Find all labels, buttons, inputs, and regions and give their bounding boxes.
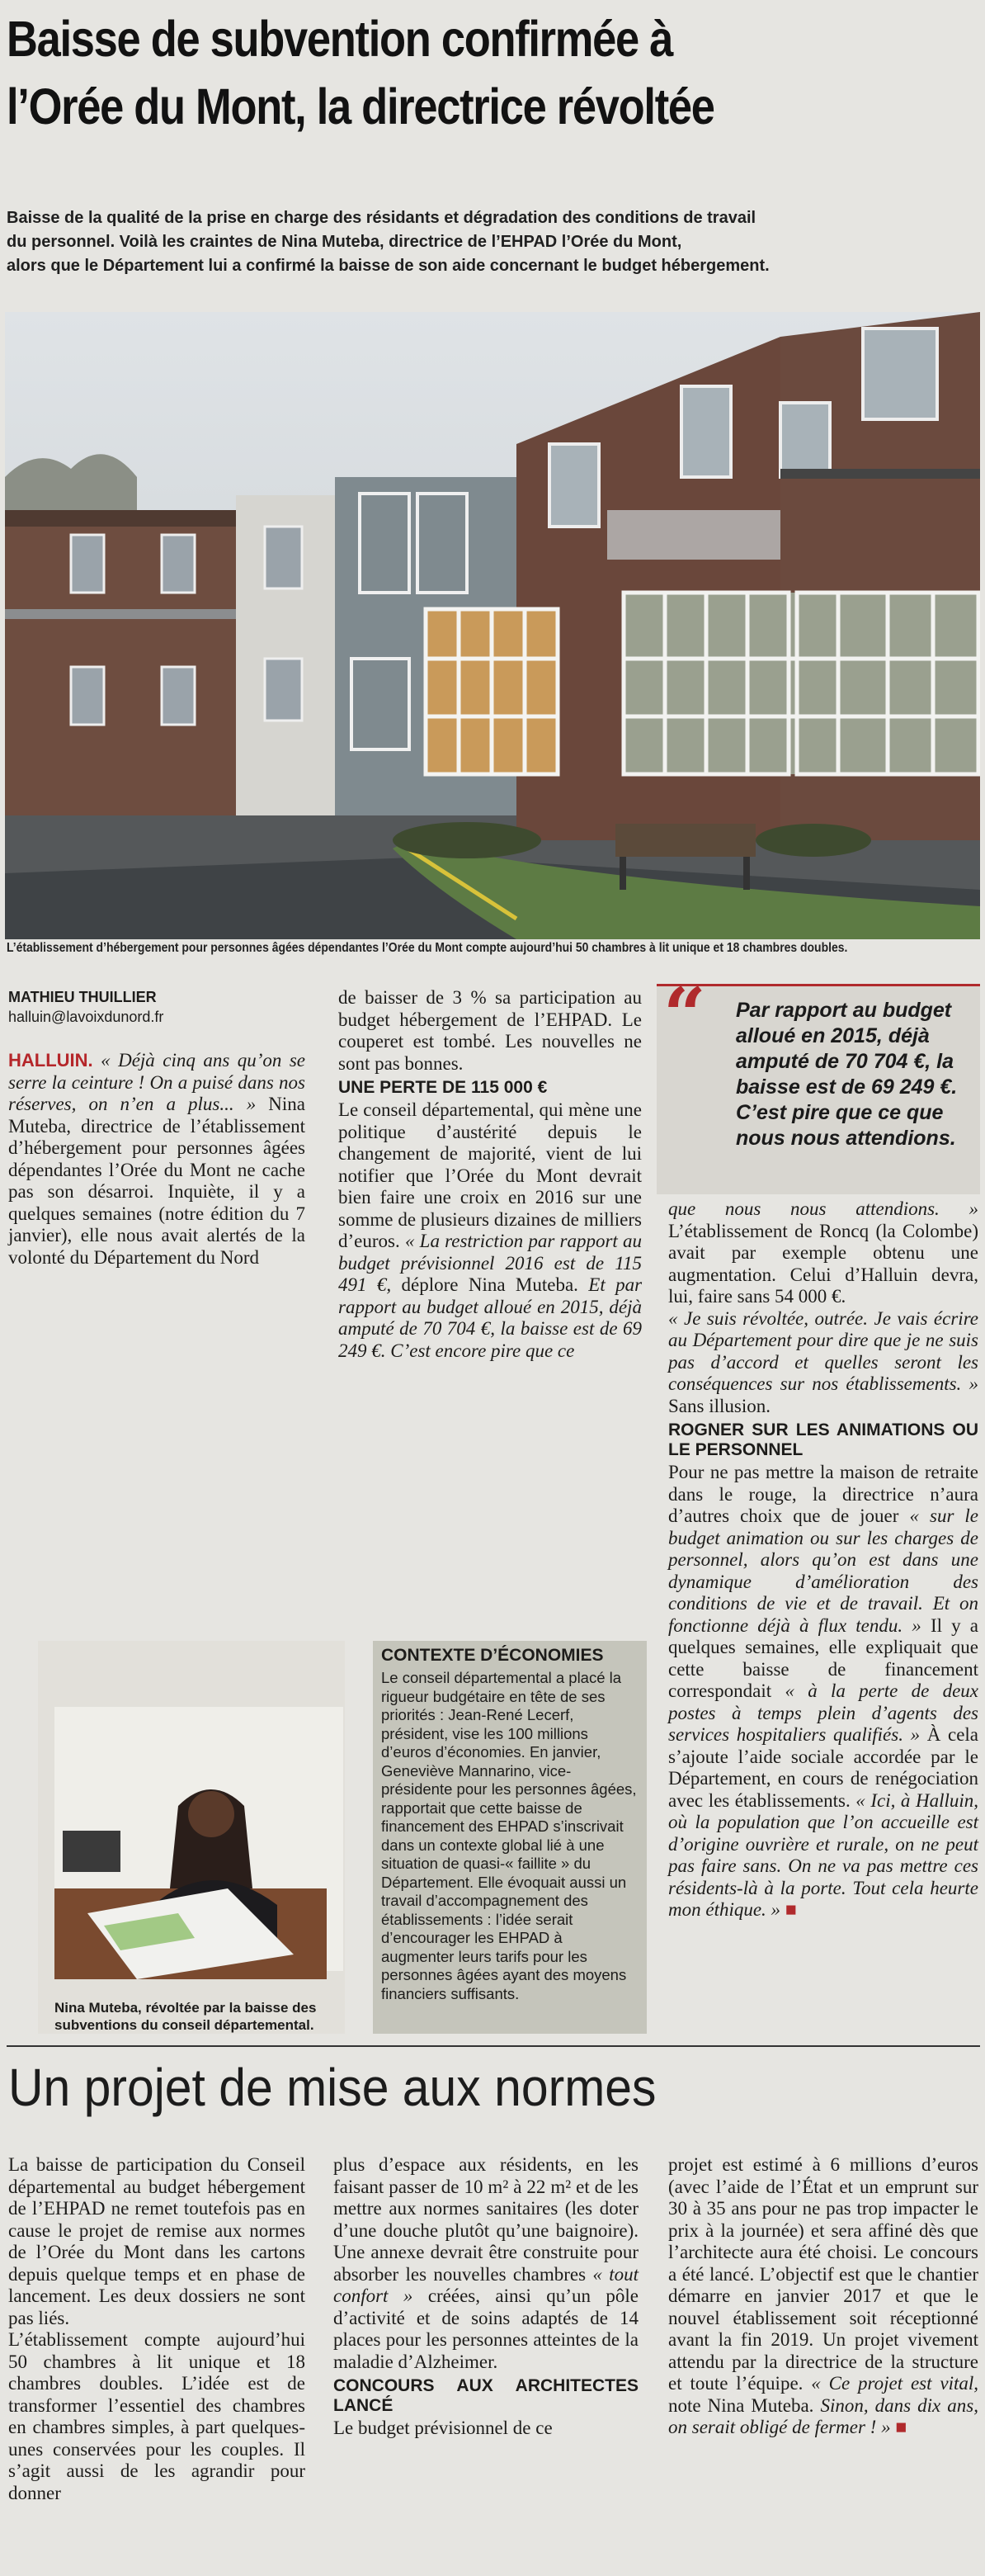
context-box-title: CONTEXTE D’ÉCONOMIES (381, 1646, 604, 1665)
divider (7, 2045, 980, 2047)
quote: « Déjà cinq ans qu’on se serre la ceinture ! On a puisé dans nos réserves, on n’en a plus... » (8, 1050, 306, 1114)
quote: « La restriction par rapport au budget prévisionnel 2016 est de 115 491 €, (338, 1231, 643, 1295)
headline (7, 5, 844, 140)
context-box (373, 1641, 647, 2034)
paragraph (338, 1099, 642, 1362)
paragraph: Le budget prévisionnel de ce (333, 2418, 553, 2438)
standfirst (7, 206, 832, 278)
paragraph-text: plus d’espace aux résidents, en les faisant passer de 10 m² à 22 m² et de les mettre aux normes sanitaires (les doter d’une douche plutôt qu’une baignoire). Une annexe devrait être construite pour absorber les nouvelles chambres (333, 2154, 639, 2285)
subheading: UNE PERTE DE 115 000 € (338, 1078, 548, 1097)
paragraph-text: Sans illusion. (668, 1395, 771, 1416)
paragraph (333, 2154, 639, 2373)
headline-line-2: l’Orée du Mont, la directrice révoltée (7, 78, 714, 135)
paragraph (668, 1308, 978, 1418)
quote: « Je suis révoltée, outrée. Je vais écrire au Département pour dire que je ne suis pas d’accord et quelles seront les conséquences sur nos établissements. » (668, 1307, 978, 1394)
quote: « sur le budget animation ou sur les charges de personnel, alors qu’on est dans une dynamique d’amélioration des conditions de vie et de travail. Et on fonctionne déjà à flux tendu. » (668, 1505, 979, 1636)
paragraph-text: Nina Muteba, directrice de l’établissement d’hébergement pour personnes âgées dépendantes l’Orée du Mont ne cache pas son désarroi. Inquiète, il y a quelques semaines (notre édition du 7 janvier), elle nous avait alertés de la volonté du Département du Nord (8, 1094, 305, 1268)
article-column-2 (338, 987, 642, 1362)
paragraph (8, 1050, 305, 1269)
end-mark-icon: ■ (895, 2417, 907, 2437)
photo-caption: L’établissement d’hébergement pour personnes âgées dépendantes l’Orée du Mont compte aujourd’hui 50 chambres à lit unique et 18 chambres doubles. (7, 941, 848, 955)
paragraph: La baisse de participation du Conseil départemental au budget hébergement de l’EHPAD ne remet toutefois pas en cause le projet de remise aux normes de l’Orée du Mont dans les cartons depuis quelque temps et en phase de lancement. Les deux dossiers ne sont pas liés. (8, 2154, 305, 2328)
paragraph-text: projet est estimé à 6 millions d’euros (avec l’aide de l’État et un emprunt sur 30 à 35 ans pour ne pas trop impacter le prix à la journée) et sera affiné dès que l’architecte aura été choisi. Le concours a été lancé. L’objectif est que le chantier démarre en janvier 2017 et que le nouvel établissement soit réceptionné avant la fin 2019. Un projet vivement attendu par la directrice de la structure et toute l’équipe. (668, 2154, 978, 2394)
headline-line-1: Baisse de subvention confirmée à (7, 11, 673, 67)
ehpad-building-image (5, 312, 980, 939)
standfirst-line: alors que le Département lui a confirmé la baisse de son aide concernant le budget hébergement. (7, 257, 770, 275)
paragraph-text: Pour ne pas mettre la maison de retraite dans le rouge, la directrice n’aura d’autres choix que de jouer (668, 1462, 978, 1526)
byline-name: MATHIEU THUILLIER (8, 989, 157, 1005)
portrait-photo (38, 1641, 345, 2034)
paragraph (668, 1198, 978, 1308)
nina-muteba-image (38, 1641, 345, 2034)
second-column-3 (668, 2154, 978, 2439)
second-column-2 (333, 2154, 639, 2440)
paragraph-text: L’établissement de Roncq (la Colombe) avait par exemple obtenu une augmentation. Celui d’Halluin devra, lui, faire sans 54 000 €. (668, 1220, 978, 1307)
second-headline: Un projet de mise aux normes (8, 2058, 657, 2117)
paragraph-text: Le conseil départemental, qui mène une politique d’austérité depuis le changement de majorité, vient de lui notifier que l’Orée du Mont devrait bien faire une croix en 2016 sur une somme de plusieurs dizaines de milliers d’euros. (338, 1099, 642, 1251)
article-column-1 (8, 987, 305, 1269)
quote: que nous nous attendions. » (668, 1198, 978, 1219)
quote: « tout confort » (333, 2263, 639, 2306)
pull-quote-text: Par rapport au budget alloué en 2015, déjà amputé de 70 704 €, la baisse est de 69 249 €. C’est pire que ce que nous nous attendions. (736, 999, 958, 1150)
quote-mark-icon: “ (663, 971, 706, 1059)
portrait-caption: Nina Muteba, révoltée par la baisse des subventions du conseil départemental. (54, 2000, 317, 2033)
byline-email[interactable]: halluin@lavoixdunord.fr (8, 1009, 164, 1025)
paragraph-text: Il y a quelques semaines, elle expliquait que cette baisse de financement correspondait (668, 1614, 978, 1701)
byline (8, 987, 305, 1027)
paragraph-text: déplore Nina Muteba. (401, 1274, 578, 1295)
quote: « Ici, à Halluin, où la population que l’on accueille est d’origine ouvrière et rurale, on ne peut pas faire sans. On ne va pas mettre ces résidents-là à la porte. Tout cela heurte mon éthique. » (668, 1789, 979, 1920)
building-photo (5, 312, 980, 939)
context-box-text: Le conseil départemental a placé la rigueur budgétaire en tête de ses priorités : Jean-René Lecerf, président, vise les 100 millions d’euros d’économies. En janvier, Geneviève Mannarino, vice-présidente pour les personnes âgées, rapportait que cette baisse de financement des EHPAD s’inscrivait dans un contexte global lié à une situation de quasi-« faillite » du Département. Elle évoquait aussi un travail d’accompagnement des établissements : l’idée serait d’encourager les EHPAD à augmenter leurs tarifs pour les personnes âgées ayant des moyens financiers suffisants. (381, 1669, 637, 2002)
quote: Et par rapport au budget alloué en 2015, déjà amputé de 70 704 €, la baisse est de 69 249 €. C’est encore pire que ce (338, 1274, 643, 1361)
subheading: CONCOURS AUX ARCHITECTES LANCÉ (333, 2376, 639, 2415)
paragraph-text: note Nina Muteba. (668, 2394, 814, 2416)
paragraph-text: À cela s’ajoute l’aide sociale accordée par le Département, en cours de renégociation avec les établissements. (668, 1724, 978, 1811)
pull-quote (657, 971, 980, 1194)
standfirst-line: Baisse de la qualité de la prise en charge des résidants et dégradation des conditions de travail (7, 209, 756, 227)
paragraph (668, 2154, 978, 2439)
dateline: HALLUIN. (8, 1050, 93, 1071)
quote: « à la perte de deux postes à temps plein d’agents des services hospitaliers qualifiés. » (668, 1680, 979, 1745)
paragraph (668, 1462, 978, 1921)
paragraph-text: créées, ainsi qu’un pôle d’activité et de soins adaptés de 14 places pour les personnes atteintes de la maladie d’Alzheimer. (333, 2285, 639, 2372)
end-mark-icon: ■ (785, 1899, 797, 1920)
article-column-3 (668, 1198, 978, 1921)
second-column-1 (8, 2154, 305, 2504)
paragraph: L’établissement compte aujourd’hui 50 chambres à lit unique et 18 chambres doubles. L’idée est de transformer l’essentiel des chambres en chambres simples, à part quelques-unes conservées pour les couples. Il s’agit aussi de les agrandir pour donner (8, 2329, 305, 2503)
paragraph: de baisser de 3 % sa participation au budget hébergement de l’EHPAD. Le couperet est tombé. Les nouvelles ne sont pas bonnes. (338, 987, 642, 1074)
quote: Sinon, dans dix ans, on serait obligé de fermer ! » (668, 2394, 978, 2437)
standfirst-line: du personnel. Voilà les craintes de Nina Muteba, directrice de l’EHPAD l’Orée du Mont, (7, 233, 682, 251)
quote: « Ce projet est vital, (811, 2373, 978, 2394)
subheading: ROGNER SUR LES ANIMATIONS OU LE PERSONNEL (668, 1420, 978, 1459)
